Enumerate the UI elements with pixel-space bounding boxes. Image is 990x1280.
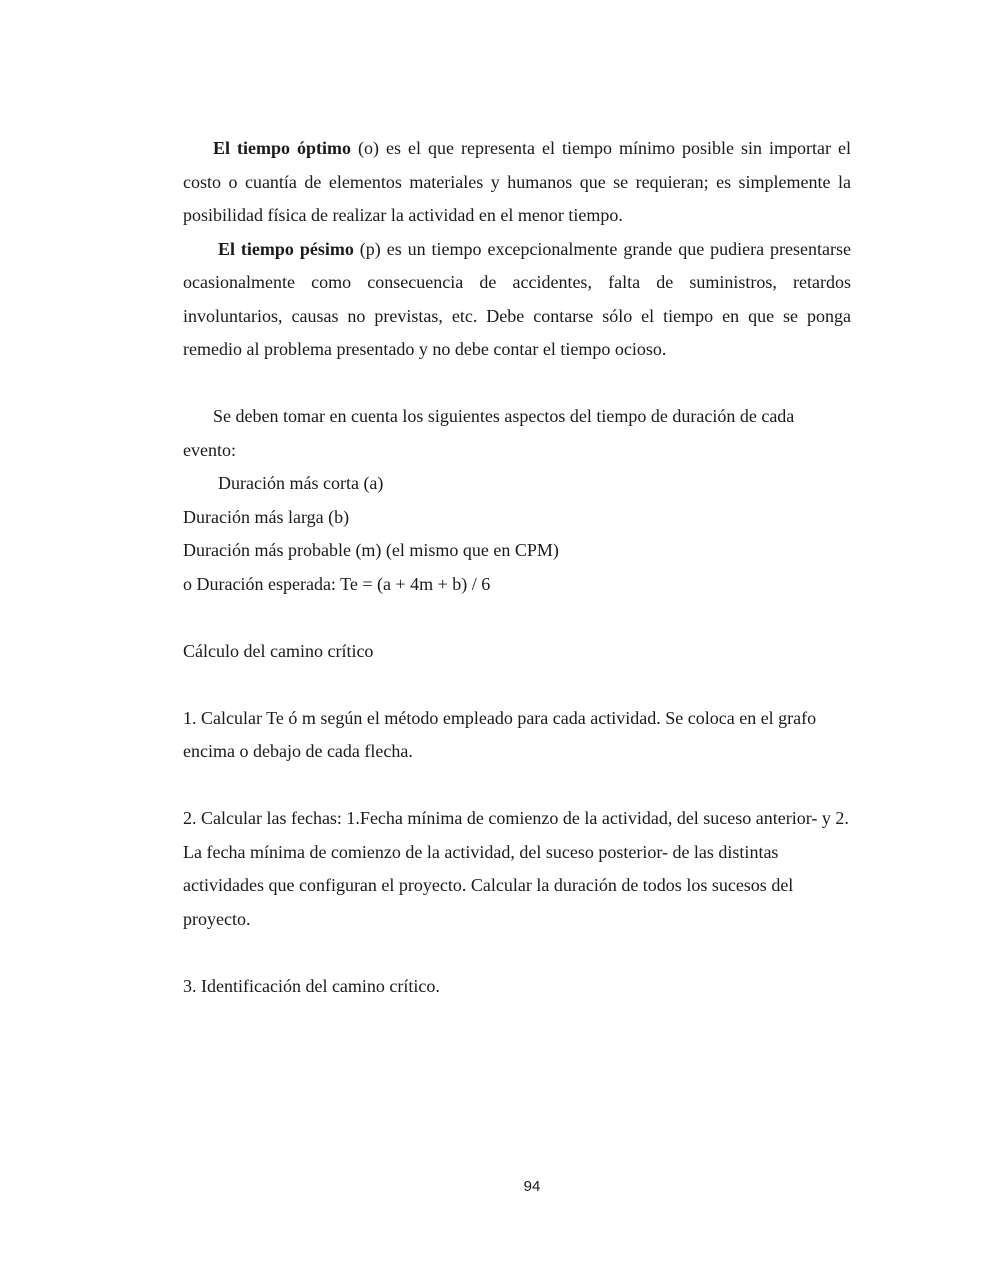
step-1: 1. Calcular Te ó m según el método empleado para cada actividad. Se coloca en el grafo encima o debajo de cada flecha.: [183, 707, 817, 761]
paragraph-aspectos: Se deben tomar en cuenta los siguientes aspectos del tiempo de duración de cada evento:: [183, 406, 795, 460]
heading-calculo-camino-critico: Cálculo del camino crítico: [183, 640, 374, 661]
term-tiempo-optimo: El tiempo óptimo: [213, 138, 352, 158]
spacer: [183, 668, 851, 702]
duracion-larga: Duración más larga (b): [183, 506, 350, 527]
spacer: [183, 936, 851, 970]
spacer: [183, 769, 851, 803]
duracion-esperada: o Duración esperada: Te = (a + 4m + b) / 6: [183, 573, 491, 594]
paragraph-tiempo-optimo: [183, 132, 851, 233]
duracion-corta: Duración más corta (a): [218, 473, 384, 493]
spacer: [183, 601, 851, 635]
step-3: 3. Identificación del camino crítico.: [183, 975, 440, 996]
step-2: 2. Calcular las fechas: 1.Fecha mínima de comienzo de la actividad, del suceso anterior- y 2. La fecha mínima de comienzo de la actividad, del suceso posterior- de las distintas actividades que configuran el proyecto. Calcular la duración de todos los sucesos del proyecto.: [183, 808, 849, 929]
spacer: [183, 367, 851, 401]
text-tiempo-pesimo: (p) es un tiempo excepcionalmente grande que pudiera presentarse ocasionalmente como consecuencia de accidentes, falta de suministros, retardos involuntarios, causas no previstas, etc. Debe contarse sólo el tiempo en que se ponga remedio al problema presentado y no debe contar el tiempo ocioso.: [183, 238, 852, 359]
text-tiempo-optimo: (o) es el que representa el tiempo mínimo posible sin importar el costo o cuantía de elementos materiales y humanos que se requieran; es simplemente la posibilidad física de realizar la actividad en el menor tiempo.: [183, 138, 851, 225]
term-tiempo-pesimo: El tiempo pésimo: [218, 238, 354, 259]
page-number: 94: [523, 1178, 541, 1195]
page-content: [183, 132, 851, 1003]
duracion-probable: Duración más probable (m) (el mismo que en CPM): [183, 540, 559, 560]
paragraph-tiempo-pesimo: [183, 233, 851, 367]
